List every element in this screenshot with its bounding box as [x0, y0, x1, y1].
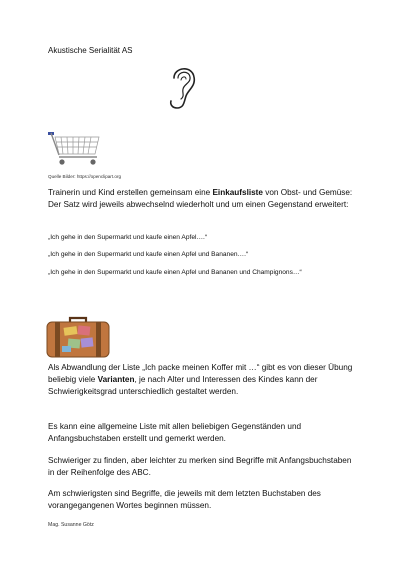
paragraph-general-list: Es kann eine allgemeine Liste mit allen beliebigen Gegenständen und Anfangsbuchstaben erstellt und gemerkt werden. — [48, 422, 302, 443]
example-quote-3: „Ich gehe in den Supermarkt und kaufe einen Apfel und Bananen und Champignons…“ — [48, 269, 302, 276]
variant-paragraph — [48, 362, 353, 398]
paragraph-abc-order: Schwieriger zu finden, aber leichter zu merken sind Begriffe mit Anfangsbuchstaben in der Reihenfolge des ABC. — [48, 456, 352, 477]
document-title: Akustische Serialität AS — [48, 46, 133, 55]
example-quote-1: „Ich gehe in den Supermarkt und kaufe einen Apfel….“ — [48, 234, 208, 241]
paragraph-last-letter: Am schwierigsten sind Begriffe, die jeweils mit dem letzten Buchstaben des vorangegangenen Wortes beginnen müssen. — [48, 489, 321, 510]
shopping-cart-icon — [47, 128, 103, 168]
author-footer: Mag. Susanne Götz — [48, 522, 94, 528]
suitcase-icon — [46, 316, 110, 358]
intro-text-start: Trainerin und Kind erstellen gemeinsam eine — [48, 188, 213, 197]
intro-text-end: von Obst- und Gemüse: Der Satz wird jeweils abwechselnd wiederholt und um einen Gegenstand erweitert: — [48, 188, 353, 209]
example-quote-2: „Ich gehe in den Supermarkt und kaufe einen Apfel und Bananen….“ — [48, 251, 249, 258]
variant-text-end: , je nach Alter und Interessen des Kindes kann der Schwierigkeitsgrad unterschiedlich gestaltet werden. — [48, 375, 318, 396]
variant-text-start: Als Abwandlung der Liste „Ich packe meinen Koffer mit …“ gibt es von dieser Übung beliebig viele — [48, 363, 353, 384]
variant-bold-term: Varianten — [97, 375, 135, 384]
intro-bold-term: Einkaufsliste — [212, 188, 263, 197]
intro-paragraph — [48, 187, 353, 211]
ear-icon — [164, 62, 198, 112]
image-credit: Quelle Bilder: https://openclipart.org — [48, 174, 122, 179]
